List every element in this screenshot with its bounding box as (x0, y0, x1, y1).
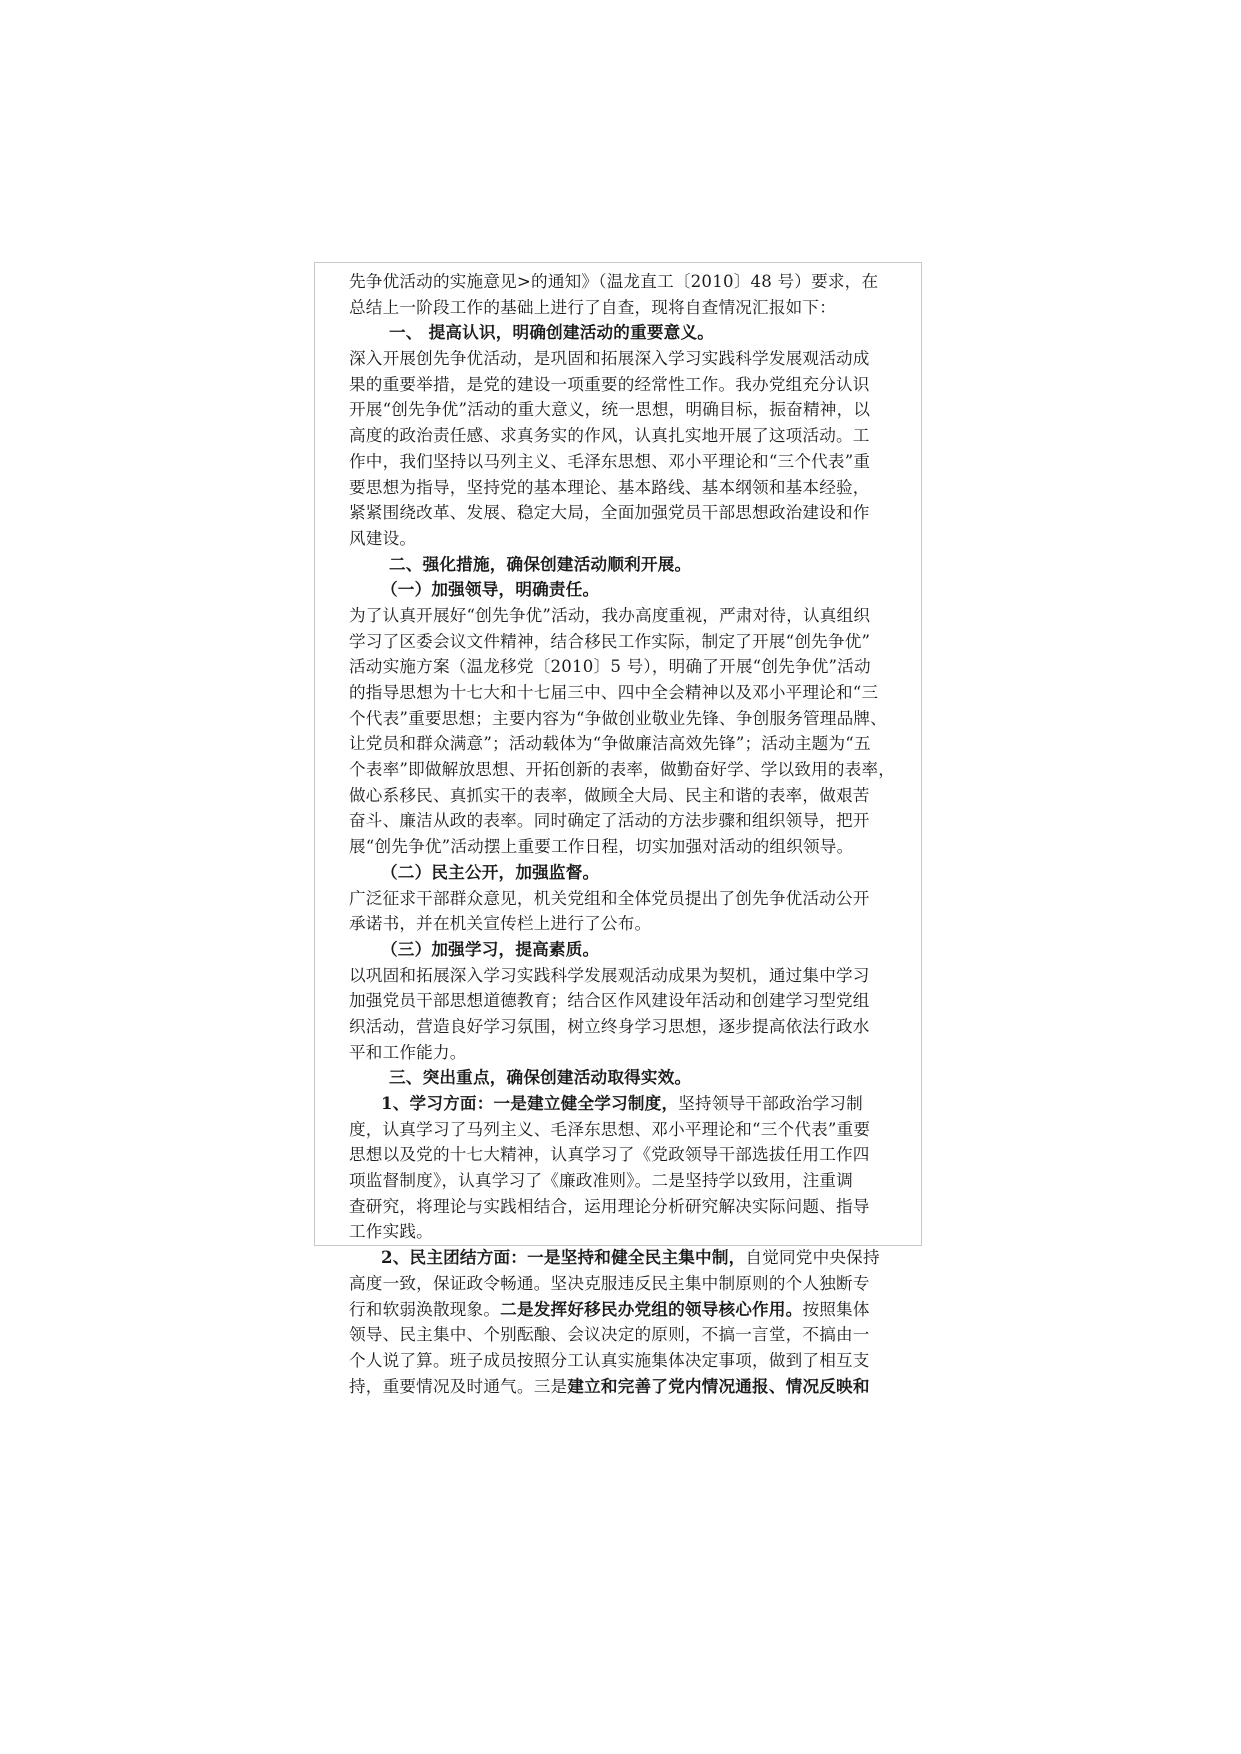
text-run: 行和软弱涣散现象。 (349, 1299, 501, 1319)
paragraph-study-line-5: 查研究，将理论与实践相结合，运用理论分析研究解决实际问题、指导 (349, 1196, 870, 1216)
paragraph-study-line-3: 思想以及党的十七大精神，认真学习了《党政领导干部选拔任用工作四 (349, 1145, 870, 1165)
text-run: 按照集体 (802, 1299, 870, 1319)
subsection-heading: （一）加强领导，明确责任。 (381, 579, 600, 600)
paragraph-study-line-6: 工作实践。 (349, 1222, 433, 1242)
bold-lead: 1、学习方面：一是建立健全学习制度， (381, 1093, 679, 1113)
text-line: 果的重要举措，是党的建设一项重要的经常性工作。我办党组充分认识 (349, 374, 870, 394)
text-line: 深入开展创先争优活动，是巩固和拓展深入学习实践科学发展观活动成 (349, 349, 870, 369)
text-line: 为了认真开展好“创先争优”活动，我办高度重视，严肃对待，认真组织 (349, 605, 871, 625)
paragraph-study-line-4: 项监督制度》，认真学习了《廉政准则》。二是坚持学以致用，注重调 (349, 1171, 854, 1191)
text-line: 织活动，营造良好学习氛围，树立终身学习思想，逐步提高依法行政水 (349, 1016, 870, 1036)
text-run: 持，重要情况及时通气。三是 (349, 1376, 568, 1396)
text-line: 以巩固和拓展深入学习实践科学发展观活动成果为契机，通过集中学习 (349, 965, 870, 985)
section-heading: 三、突出重点，确保创建活动取得实效。 (389, 1067, 692, 1088)
bold-run: 建立和完善了党内情况通报、情况反映和 (567, 1375, 870, 1396)
text-line: 总结上一阶段工作的基础上进行了自查，现将自查情况汇报如下： (349, 297, 837, 317)
text-line: 高度的政治责任感、求真务实的作风，认真扎实地开展了这项活动。工 (349, 426, 870, 446)
text-line: 加强党员干部思想道德教育；结合区作风建设年活动和创建学习型党组 (349, 991, 870, 1011)
paragraph-unity-line-1 (349, 1245, 909, 1271)
text-line: 个代表”重要思想；主要内容为“争做创业敬业先锋、争创服务管理品牌、 (349, 708, 887, 728)
text-line: 平和工作能力。 (349, 1042, 467, 1062)
paragraph-unity-line-5: 个人说了算。班子成员按照分工认真实施集体决定事项，做到了相互支 (349, 1350, 870, 1370)
text-line: 广泛征求干部群众意见，机关党组和全体党员提出了创先争优活动公开 (349, 888, 870, 908)
section-heading: 二、强化措施，确保创建活动顺利开展。 (389, 553, 692, 574)
paragraph-unity-line-3 (349, 1297, 909, 1323)
paragraph-study-line-2: 度，认真学习了马列主义、毛泽东思想、邓小平理论和“三个代表”重要 (349, 1119, 871, 1139)
text-line: 展“创先争优”活动摆上重要工作日程，切实加强对活动的组织领导。 (349, 837, 854, 857)
text-line: 紧紧围绕改革、发展、稳定大局，全面加强党员干部思想政治建设和作 (349, 503, 870, 523)
text-line: 学习了区委会议文件精神，结合移民工作实际，制定了开展“创先争优” (349, 631, 871, 651)
subsection-heading: （二）民主公开，加强监督。 (381, 861, 600, 882)
text-line: 先争优活动的实施意见>的通知》（温龙直工〔2010〕48 号）要求，在 (349, 272, 879, 291)
text-run: 自觉同党中央保持 (745, 1248, 880, 1268)
text-line: 要思想为指导，坚持党的基本理论、基本路线、基本纲领和基本经验， (349, 477, 870, 497)
text-line: 奋斗、廉洁从政的表率。同时确定了活动的方法步骤和组织领导，把开 (349, 811, 870, 831)
document-body (349, 269, 909, 1399)
document-page (314, 262, 922, 1396)
text-line: 作中，我们坚持以马列主义、毛泽东思想、邓小平理论和“三个代表”重 (349, 451, 871, 471)
text-line: 开展“创先争优”活动的重大意义，统一思想，明确目标，振奋精神，以 (349, 400, 871, 420)
text-line: 的指导思想为十七大和十七届三中、四中全会精神以及邓小平理论和“三 (349, 683, 879, 702)
text-line: 活动实施方案（温龙移党〔2010〕5 号），明确了开展“创先争优”活动 (349, 657, 871, 677)
bold-run: 二是发挥好移民办党组的领导核心作用。 (500, 1298, 803, 1319)
paragraph-unity-line-6 (349, 1374, 909, 1400)
text-line: 风建设。 (349, 528, 417, 548)
paragraph-unity-line-2: 高度一致，保证政令畅通。坚决克服违反民主集中制原则的个人独断专 (349, 1273, 870, 1293)
subsection-heading: （三）加强学习，提高素质。 (381, 938, 600, 959)
text-line: 承诺书，并在机关宣传栏上进行了公布。 (349, 914, 652, 934)
text-line: 个表率”即做解放思想、开拓创新的表率，做勤奋好学、学以致用的表率， (349, 760, 896, 780)
paragraph-unity-line-4: 领导、民主集中、个别酝酿、会议决定的原则，不搞一言堂，不搞由一 (349, 1325, 870, 1345)
paragraph-study-line-1 (349, 1091, 909, 1117)
text-line: 让党员和群众满意”；活动载体为“争做廉洁高效先锋”；活动主题为“五 (349, 734, 871, 754)
bold-lead: 2、民主团结方面：一是坚持和健全民主集中制， (381, 1247, 746, 1268)
text-run: 坚持领导干部政治学习制 (678, 1094, 863, 1113)
text-lines (349, 269, 909, 1091)
text-line: 做心系移民、真抓实干的表率，做顾全大局、民主和谐的表率，做艰苦 (349, 785, 870, 805)
section-heading: 一、 提高认识，明确创建活动的重要意义。 (389, 322, 715, 343)
